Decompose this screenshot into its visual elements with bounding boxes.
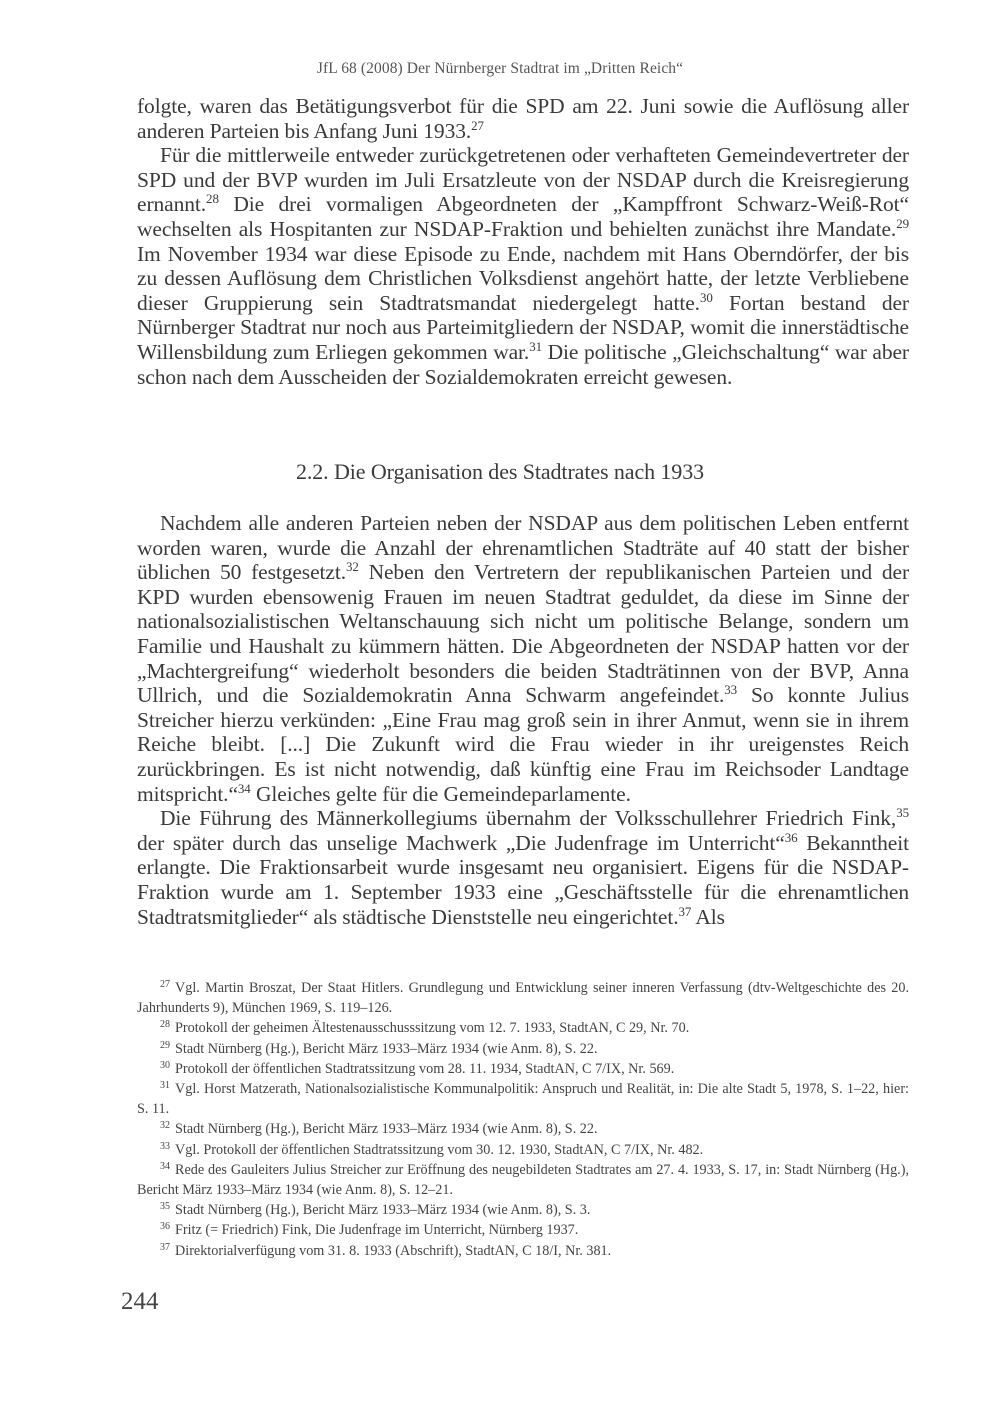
footnote-number: 35 — [160, 1201, 170, 1213]
paragraph-text: Die Führung des Männerkollegiums übernahm der Volksschullehrer Friedrich Fink, — [160, 806, 897, 831]
paragraph-text: Im November 1934 war diese Episode zu Ende, nachdem mit Hans Oberndörfer, der bis zu dessen Auflösung dem Christlichen Volksdienst angehört hatte, der letzte Verbliebene dieser Gruppierung sein Stadtratsmandat niedergelegt hatte. — [137, 241, 909, 315]
footnote-ref[interactable]: 30 — [699, 289, 713, 305]
footnote — [137, 978, 909, 1018]
footnote-ref[interactable]: 35 — [896, 805, 909, 821]
footnote-number: 36 — [160, 1221, 170, 1233]
footnote-text: Vgl. Horst Matzerath, Nationalsozialistische Kommunalpolitik: Anspruch und Realität, in: Die alte Stadt 5, 1978, S. 1–22, hier: S. 11. — [137, 1081, 909, 1118]
footnote-text: Protokoll der öffentlichen Stadtratssitzung vom 28. 11. 1934, StadtAN, C 7/IX, Nr. 569. — [175, 1060, 675, 1077]
footnote-text: Rede des Gauleiters Julius Streicher zur Eröffnung des neugebildeten Stadtrates am 27. 4. 1933, S. 17, in: Stadt Nürnberg (Hg.), Bericht März 1933–März 1934 (wie Anm. 8), S. 12–21. — [137, 1161, 909, 1199]
footnote-ref[interactable]: 28 — [206, 191, 219, 207]
paragraph — [137, 806, 909, 929]
footnote-ref[interactable]: 34 — [237, 780, 251, 796]
footnote — [137, 1241, 909, 1261]
body-text-top — [137, 94, 909, 389]
footnote-text: Vgl. Martin Broszat, Der Staat Hitlers. Grundlegung und Entwicklung seiner inneren Verfassung (dtv-Weltgeschichte des 20. Jahrhunderts 9), München 1969, S. 119–126. — [137, 980, 909, 1017]
footnote-ref[interactable]: 36 — [784, 829, 798, 845]
footnote-number: 27 — [160, 979, 170, 990]
footnote-text: Vgl. Protokoll der öffentlichen Stadtratssitzung vom 30. 12. 1930, StadtAN, C 7/IX, Nr. 482. — [175, 1141, 704, 1158]
footnote — [137, 1119, 909, 1139]
footnote-text: Stadt Nürnberg (Hg.), Bericht März 1933–März 1934 (wie Anm. 8), S. 3. — [175, 1202, 591, 1219]
footnote-number: 31 — [160, 1080, 170, 1092]
footnote — [137, 1140, 909, 1160]
paragraph — [137, 94, 909, 143]
footnote-text: Stadt Nürnberg (Hg.), Bericht März 1933–März 1934 (wie Anm. 8), S. 22. — [175, 1040, 598, 1057]
paragraph — [137, 143, 909, 389]
footnote — [137, 1039, 909, 1059]
footnotes — [137, 978, 909, 1261]
footnote-ref[interactable]: 32 — [345, 559, 359, 575]
paragraph-text: der später durch das unselige Machwerk „Die Judenfrage im Unterricht“ — [137, 830, 785, 855]
footnote-ref[interactable]: 27 — [471, 117, 484, 133]
paragraph-text: folgte, waren das Betätigungsverbot für die SPD am 22. Juni sowie die Auflösung aller anderen Parteien bis Anfang Juni 1933. — [137, 94, 909, 143]
footnote-number: 34 — [160, 1160, 170, 1172]
running-head: JfL 68 (2008) Der Nürnberger Stadtrat im „Dritten Reich“ — [316, 60, 684, 77]
footnote-number: 37 — [160, 1241, 170, 1253]
footnote — [137, 1079, 909, 1119]
paragraph-text: So konnte Julius Streicher hierzu verkünden: „Eine Frau mag groß sein in ihrer Anmut, wenn sie in ihrem Reiche bleibt. [...] Die Zukunft wird die Frau wieder in ihr ureigenstes Reich zurückbringen. Es ist nicht notwendig, daß künftig eine Frau im Reichsoder Landtage mitspricht.“ — [137, 683, 909, 806]
footnote-ref[interactable]: 37 — [678, 903, 692, 919]
footnote — [137, 1059, 909, 1079]
footnote-text: Stadt Nürnberg (Hg.), Bericht März 1933–März 1934 (wie Anm. 8), S. 22. — [175, 1121, 598, 1138]
paragraph-text: Als — [691, 904, 725, 929]
footnote-number: 32 — [160, 1120, 170, 1132]
paragraph — [137, 511, 909, 806]
paragraph-text: Die drei vormaligen Abgeordneten der „Kampffront Schwarz-Weiß-Rot“ wechselten als Hospitanten zur NSDAP-Fraktion und behielten zunächst ihre Mandate. — [137, 192, 909, 241]
footnote — [137, 1200, 909, 1220]
footnote-text: Protokoll der geheimen Ältestenausschusssitzung vom 12. 7. 1933, StadtAN, C 29, Nr. 70. — [175, 1020, 690, 1037]
footnote-ref[interactable]: 31 — [529, 338, 543, 354]
paragraph-text: Bekanntheit erlangte. Die Fraktionsarbeit wurde insgesamt neu organisiert. Eigens für die NSDAP-Fraktion wurde am 1. September 1933 eine „Geschäftsstelle für die ehrenamtlichen Stadtratsmitglieder“ als städtische Dienststelle neu eingerichtet. — [137, 830, 909, 929]
footnote-number: 29 — [160, 1039, 170, 1051]
footnote-number: 30 — [160, 1059, 170, 1071]
footnote-text: Direktorialverfügung vom 31. 8. 1933 (Abschrift), StadtAN, C 18/I, Nr. 381. — [175, 1242, 612, 1259]
paragraph-text: Gleiches gelte für die Gemeindeparlamente. — [250, 781, 631, 806]
body-text-section — [137, 511, 909, 929]
footnote-number: 33 — [160, 1140, 170, 1152]
footnote — [137, 1220, 909, 1240]
footnote — [137, 1160, 909, 1200]
page-number: 244 — [121, 1288, 159, 1315]
footnote-ref[interactable]: 33 — [724, 682, 738, 698]
paragraph-text: Für die mittlerweile entweder zurückgetretenen oder verhafteten Gemeindevertreter der SPD und der BVP wurden im Juli Ersatzleute von der NSDAP durch die Kreisregierung ernannt. — [137, 143, 909, 217]
paragraph-text: Nachdem alle anderen Parteien neben der NSDAP aus dem politischen Leben entfernt worden waren, wurde die Anzahl der ehrenamtlichen Stadträte auf 40 statt der bisher üblichen 50 festgesetzt. — [137, 511, 909, 585]
paragraph-text: Die politische „Gleichschaltung“ war aber schon nach dem Ausscheiden der Sozialdemokraten erreicht gewesen. — [137, 339, 909, 389]
footnote-ref[interactable]: 29 — [896, 215, 909, 231]
footnote-number: 28 — [160, 1019, 170, 1031]
section-heading: 2.2. Die Organisation des Stadtrates nach 1933 — [295, 459, 705, 484]
paragraph-text: Fortan bestand der Nürnberger Stadtrat nur noch aus Parteimitgliedern der NSDAP, womit die innerstädtische Willensbildung zum Erliegen gekommen war. — [137, 290, 909, 364]
footnote — [137, 1018, 909, 1038]
footnote-text: Fritz (= Friedrich) Fink, Die Judenfrage im Unterricht, Nürnberg 1937. — [175, 1222, 579, 1239]
paragraph-text: Neben den Vertretern der republikanischen Parteien und der KPD wurden ebensowenig Frauen im neuen Stadtrat geduldet, da diese im Sinne der nationalsozialistischen Weltanschauung sich nicht um politische Belange, sondern um Familie und Haushalt zu kümmern hätten. Die Abgeordneten der NSDAP hatten vor der „Machtergreifung“ wiederholt besonders die beiden Stadträtinnen von der BVP, Anna Ullrich, und die Sozialdemokratin Anna Schwarm angefeindet. — [137, 560, 910, 708]
